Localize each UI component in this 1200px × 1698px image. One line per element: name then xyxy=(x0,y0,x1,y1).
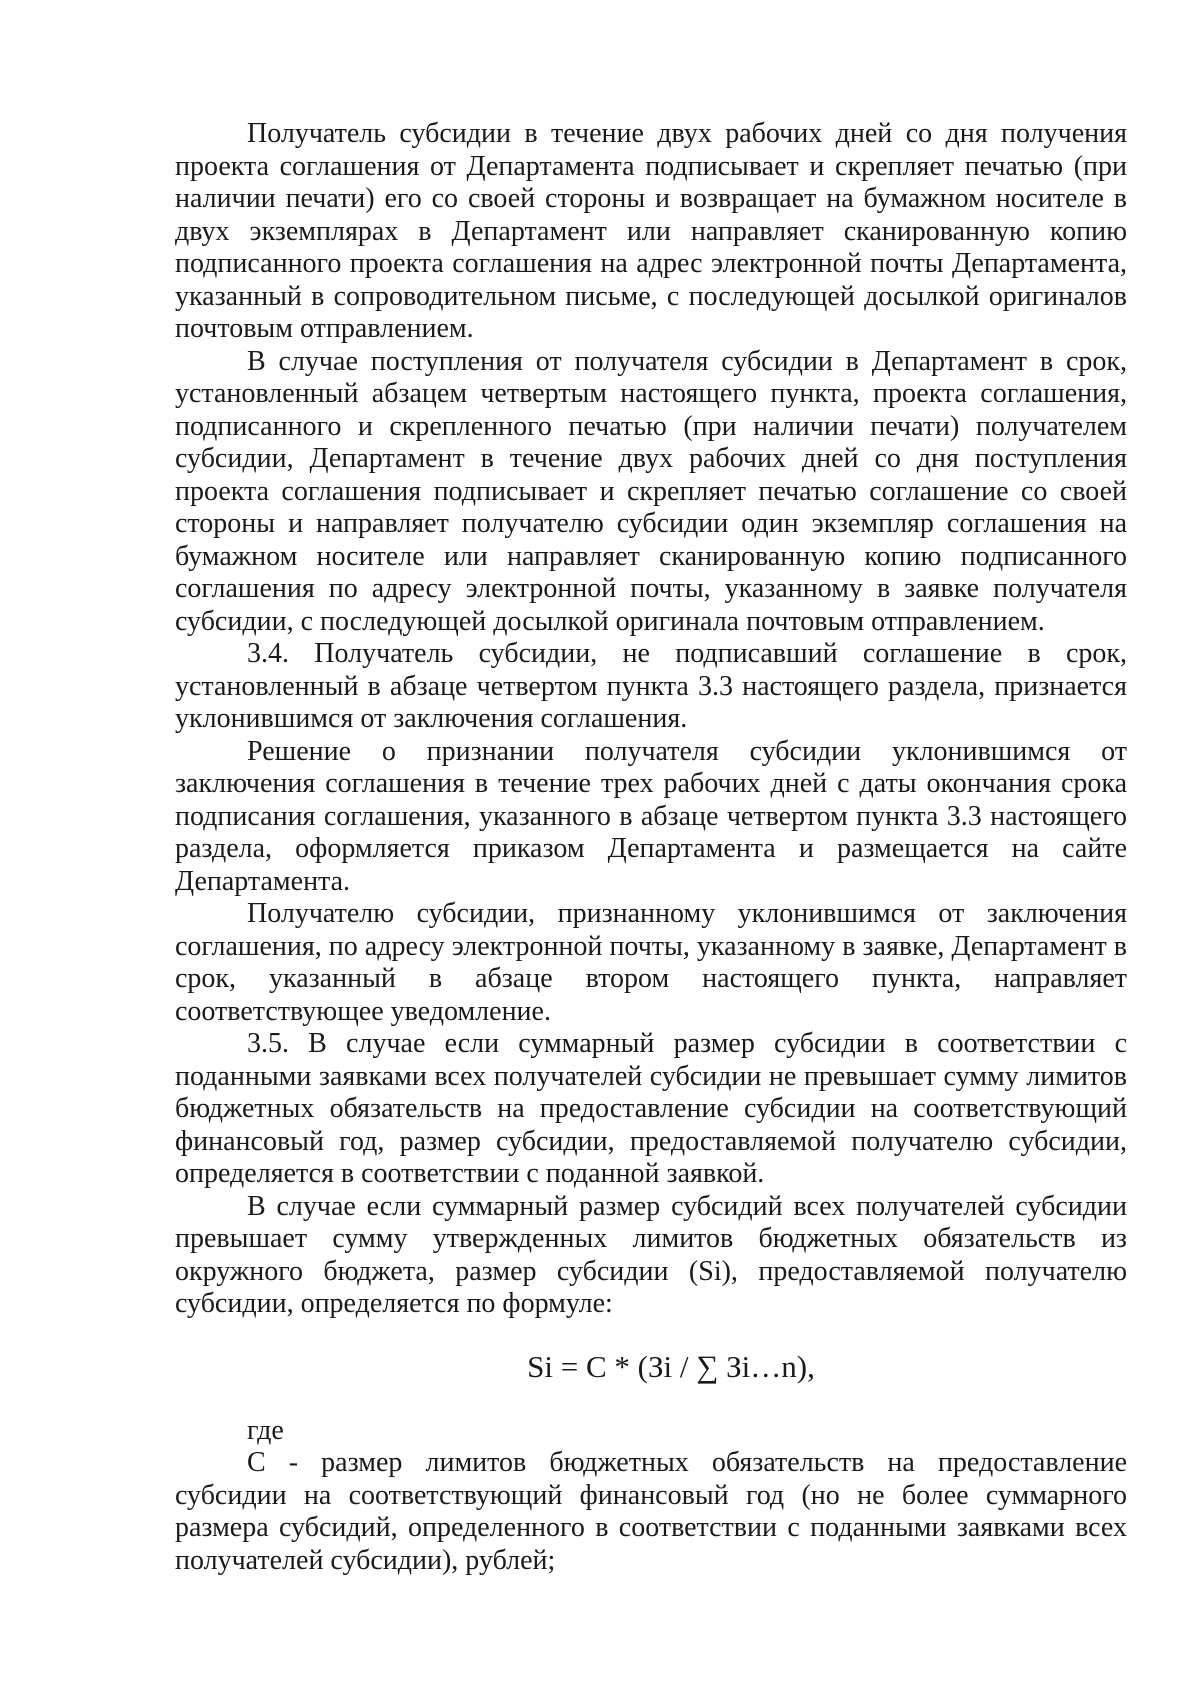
document-body xyxy=(175,118,1127,1577)
subsidy-formula: Si = C * (Зi / ∑ Зi…n), xyxy=(527,1348,815,1384)
paragraph-department-signs: В случае поступления от получателя субсидии в Департамент в срок, установленный абзацем четвертым настоящего пункта, проекта соглашения, подписанного и скрепленного печатью (при наличии печати) получателем субсидии, Департамент в течение двух рабочих дней со дня поступления проекта соглашения подписывает и скрепляет печатью соглашение со своей стороны и направляет получателю субсидии один экземпляр соглашения на бумажном носителе или направляет сканированную копию подписанного соглашения по адресу электронной почты, указанному в заявке получателя субсидии, с последующей досылкой оригинала почтовым отправлением. xyxy=(175,345,1127,637)
paragraph-c-definition: С - размер лимитов бюджетных обязательств на предоставление субсидии на соответствующий финансовый год (но не более суммарного размера субсидий, определенного в соответствии с поданными заявками всех получателей субсидии), рублей; xyxy=(175,1447,1127,1576)
paragraph-3-4: 3.4. Получатель субсидии, не подписавший соглашение в срок, установленный в абзаце четвертом пункта 3.3 настоящего раздела, признается уклонившимся от заключения соглашения. xyxy=(175,638,1127,734)
where-label: где xyxy=(247,1414,284,1446)
paragraph-formula-intro: В случае если суммарный размер субсидий всех получателей субсидии превышает сумму утвержденных лимитов бюджетных обязательств из окружного бюджета, размер субсидии (Si), предоставляемой получателю субсидии, определяется по формуле: xyxy=(175,1190,1127,1319)
paragraph-recipient-signs: Получатель субсидии в течение двух рабочих дней со дня получения проекта соглашения от Департамента подписывает и скрепляет печатью (при наличии печати) его со своей стороны и возвращает на бумажном носителе в двух экземплярах в Департамент или направляет сканированную копию подписанного проекта соглашения на адрес электронной почты Департамента, указанный в сопроводительном письме, с последующей досылкой оригиналов почтовым отправлением. xyxy=(175,118,1127,344)
paragraph-3-5: 3.5. В случае если суммарный размер субсидии в соответствии с поданными заявками всех получателей субсидии не превышает сумму лимитов бюджетных обязательств на предоставление субсидии на соответствующий финансовый год, размер субсидии, предоставляемой получателю субсидии, определяется в соответствии с поданной заявкой. xyxy=(175,1028,1127,1189)
paragraph-decision: Решение о признании получателя субсидии уклонившимся от заключения соглашения в течение трех рабочих дней с даты окончания срока подписания соглашения, указанного в абзаце четвертом пункта 3.3 настоящего раздела, оформляется приказом Департамента и размещается на сайте Департамента. xyxy=(175,735,1127,897)
paragraph-notification: Получателю субсидии, признанному уклонившимся от заключения соглашения, по адресу электронной почты, указанному в заявке, Департамент в срок, указанный в абзаце втором настоящего пункта, направляет соответствующее уведомление. xyxy=(175,898,1127,1027)
